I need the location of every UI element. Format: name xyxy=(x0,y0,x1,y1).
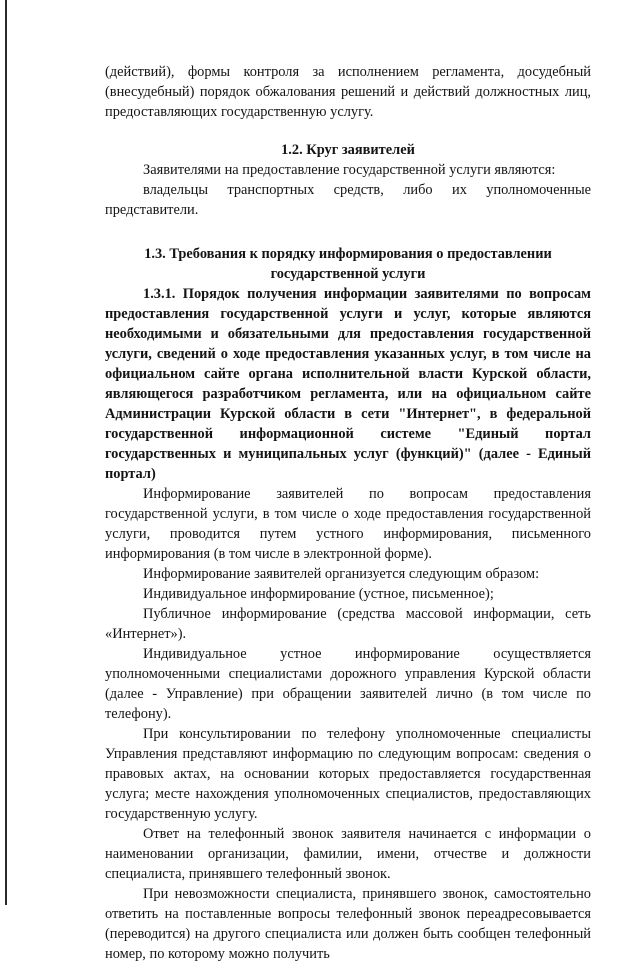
section-1-3-heading-line2: государственной услуги xyxy=(270,266,426,282)
body-paragraph: Индивидуальное информирование (устное, письменное); xyxy=(143,586,494,602)
body-paragraph: Ответ на телефонный звонок заявителя начинается с информации о наименовании организации, фамилии, имени, отчестве и должности специалиста, принявшего телефонный звонок. xyxy=(105,826,591,882)
section-1-3-heading: 1.3. Требования к порядку информирования о предоставлении xyxy=(144,246,552,262)
body-paragraph: Индивидуальное устное информирование осуществляется уполномоченными специалистами дорожного управления Курской области (далее - Управление) при обращении заявителей лично (в том числе по телефону). xyxy=(105,646,591,722)
body-paragraph: Публичное информирование (средства массовой информации, сеть «Интернет»). xyxy=(105,606,591,642)
body-paragraph: Информирование заявителей организуется следующим образом: xyxy=(143,566,540,582)
body-paragraph: При консультировании по телефону уполномоченные специалисты Управления представляют информацию по следующим вопросам: сведения о правовых актах, на основании которых предоставляется государственная услуга; месте нахождения уполномоченных специалистов, предоставляющих государственную услугу. xyxy=(105,726,591,822)
intro-paragraph: (действий), формы контроля за исполнением регламента, досудебный (внесудебный) порядок обжалования решений и действий должностных лиц, предоставляющих государственную услугу. xyxy=(105,64,591,120)
body-paragraph: При невозможности специалиста, принявшего звонок, самостоятельно ответить на поставленные вопросы телефонный звонок переадресовывается (переводится) на другого специалиста или должен быть сообщен телефонный номер, по которому можно получить xyxy=(105,886,591,962)
document-page xyxy=(105,62,591,964)
subsection-1-3-1-heading: 1.3.1. Порядок получения информации заявителями по вопросам предоставления государственной услуги и услуг, которые являются необходимыми и обязательными для предоставления государственной услуги, сведений о ходе предоставления указанных услуг, в том числе на официальном сайте органа исполнительной власти Курской области, являющегося разработчиком регламента, или на официальном сайте Администрации Курской области в сети "Интернет", в федеральной государственной информационной системе "Единый портал государственных и муниципальных услуг (функций)" (далее - Единый портал) xyxy=(105,286,591,482)
section-1-2-paragraph: владельцы транспортных средств, либо их уполномоченные представители. xyxy=(105,182,591,218)
section-1-2-heading: 1.2. Круг заявителей xyxy=(281,142,415,158)
body-paragraph: Информирование заявителей по вопросам предоставления государственной услуги, в том числе о ходе предоставления государственной услуги, проводится путем устного информирования, письменного информирования (в том числе в электронной форме). xyxy=(105,486,591,562)
section-1-2-paragraph: Заявителями на предоставление государственной услуги являются: xyxy=(143,162,556,178)
page-left-edge xyxy=(5,0,7,905)
